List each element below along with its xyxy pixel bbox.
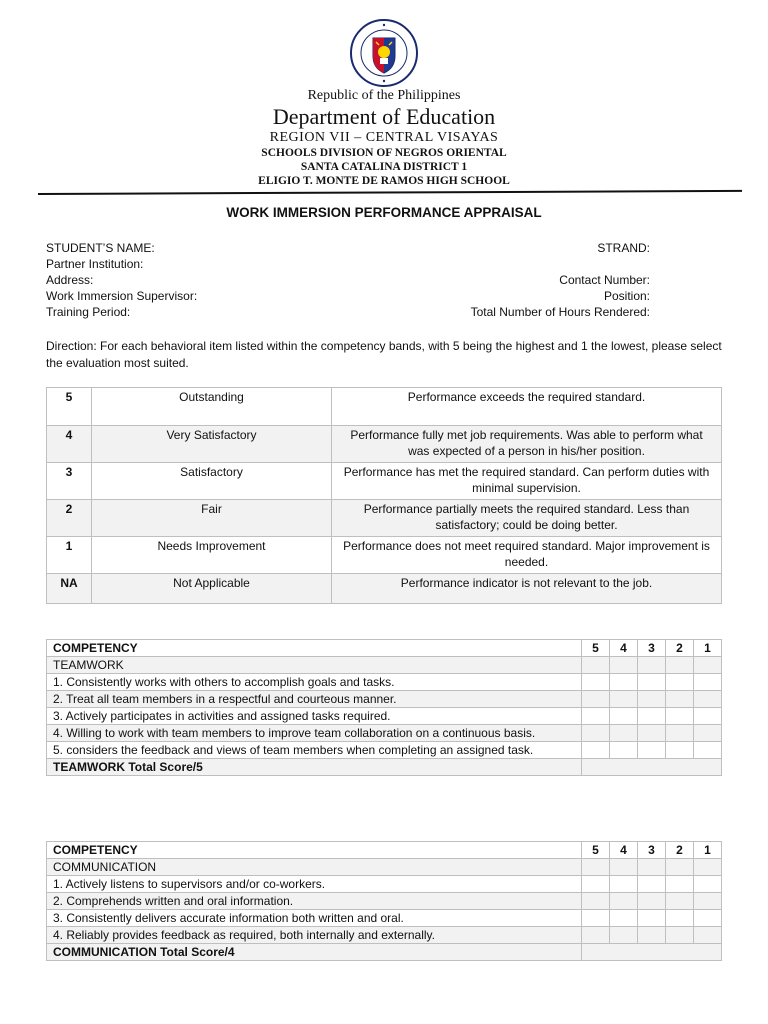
rating-level: Needs Improvement bbox=[92, 537, 332, 574]
rating-scale-table bbox=[46, 387, 722, 604]
score-cell[interactable] bbox=[582, 927, 610, 944]
rating-row bbox=[47, 426, 722, 463]
score-cell[interactable] bbox=[638, 657, 666, 674]
rating-level: Not Applicable bbox=[92, 574, 332, 604]
rating-row bbox=[47, 463, 722, 500]
competency-item: 3. Actively participates in activities and assigned tasks required. bbox=[47, 708, 582, 725]
competency-item-row bbox=[47, 691, 722, 708]
score-cell[interactable] bbox=[638, 742, 666, 759]
score-header: 1 bbox=[694, 842, 722, 859]
rating-description: Performance fully met job requirements. Was able to perform what was expected of a person in his/her position. bbox=[332, 426, 722, 463]
info-label: Contact Number: bbox=[559, 273, 650, 287]
competency-item-row bbox=[47, 742, 722, 759]
score-header: 3 bbox=[638, 640, 666, 657]
rating-row bbox=[47, 537, 722, 574]
score-cell[interactable] bbox=[582, 859, 610, 876]
info-label: STUDENT’S NAME: bbox=[46, 241, 155, 255]
division-label: SCHOOLS DIVISION OF NEGROS ORIENTAL bbox=[261, 147, 507, 159]
score-cell[interactable] bbox=[694, 859, 722, 876]
score-cell[interactable] bbox=[666, 691, 694, 708]
rating-description: Performance has met the required standard. Can perform duties with minimal supervision. bbox=[332, 463, 722, 500]
competency-item: 1. Consistently works with others to accomplish goals and tasks. bbox=[47, 674, 582, 691]
score-cell[interactable] bbox=[610, 876, 638, 893]
competency-item: 1. Actively listens to supervisors and/or co-workers. bbox=[47, 876, 582, 893]
score-header: 2 bbox=[666, 842, 694, 859]
direction-text: Direction: For each behavioral item listed within the competency bands, with 5 being the highest and 1 the lowest, please select the evaluation most suited. bbox=[46, 339, 722, 370]
score-cell[interactable] bbox=[666, 657, 694, 674]
score-cell[interactable] bbox=[610, 708, 638, 725]
rating-level: Fair bbox=[92, 500, 332, 537]
score-cell[interactable] bbox=[694, 876, 722, 893]
score-header: 2 bbox=[666, 640, 694, 657]
score-header: 5 bbox=[582, 640, 610, 657]
score-cell[interactable] bbox=[638, 674, 666, 691]
score-cell[interactable] bbox=[610, 893, 638, 910]
rating-level: Outstanding bbox=[92, 388, 332, 426]
score-cell[interactable] bbox=[666, 859, 694, 876]
rating-score: 4 bbox=[47, 426, 92, 463]
competency-header-row bbox=[47, 842, 722, 859]
competency-item-row bbox=[47, 893, 722, 910]
score-cell[interactable] bbox=[694, 708, 722, 725]
score-cell[interactable] bbox=[582, 657, 610, 674]
total-score-cell[interactable] bbox=[582, 759, 722, 776]
info-label: Training Period: bbox=[46, 305, 131, 319]
rating-level: Very Satisfactory bbox=[92, 426, 332, 463]
score-cell[interactable] bbox=[610, 657, 638, 674]
competency-item: 5. considers the feedback and views of team members when completing an assigned task. bbox=[47, 742, 582, 759]
competency-category: TEAMWORK bbox=[47, 657, 582, 674]
score-cell[interactable] bbox=[694, 657, 722, 674]
score-cell[interactable] bbox=[638, 725, 666, 742]
competency-item-row bbox=[47, 927, 722, 944]
communication-competency-table bbox=[46, 841, 722, 961]
rating-description: Performance indicator is not relevant to the job. bbox=[332, 574, 722, 604]
competency-item-row bbox=[47, 876, 722, 893]
competency-header-row bbox=[47, 640, 722, 657]
score-cell[interactable] bbox=[694, 742, 722, 759]
score-cell[interactable] bbox=[694, 674, 722, 691]
republic-label: Republic of the Philippines bbox=[307, 88, 461, 103]
competency-total-row bbox=[47, 944, 722, 961]
score-cell[interactable] bbox=[582, 876, 610, 893]
score-cell[interactable] bbox=[610, 742, 638, 759]
info-label-empty bbox=[471, 256, 650, 272]
document-title: WORK IMMERSION PERFORMANCE APPRAISAL bbox=[226, 205, 542, 220]
competency-item: 3. Consistently delivers accurate information both written and oral. bbox=[47, 910, 582, 927]
score-cell[interactable] bbox=[666, 742, 694, 759]
rating-level: Satisfactory bbox=[92, 463, 332, 500]
competency-item: 2. Comprehends written and oral information. bbox=[47, 893, 582, 910]
score-cell[interactable] bbox=[666, 927, 694, 944]
info-label: Position: bbox=[603, 289, 650, 303]
score-header: 5 bbox=[582, 842, 610, 859]
deped-seal-logo bbox=[349, 18, 419, 88]
score-cell[interactable] bbox=[666, 893, 694, 910]
region-label: REGION VII – CENTRAL VISAYAS bbox=[269, 130, 499, 145]
department-name: Department of Education bbox=[272, 104, 496, 129]
info-label: Work Immersion Supervisor: bbox=[46, 289, 198, 303]
competency-item-row bbox=[47, 708, 722, 725]
score-header: 4 bbox=[610, 842, 638, 859]
student-info-right bbox=[471, 240, 650, 320]
score-cell[interactable] bbox=[638, 927, 666, 944]
score-cell[interactable] bbox=[610, 927, 638, 944]
competency-total: COMMUNICATION Total Score/4 bbox=[47, 944, 582, 961]
competency-item-row bbox=[47, 725, 722, 742]
score-cell[interactable] bbox=[666, 708, 694, 725]
info-label: Total Number of Hours Rendered: bbox=[470, 305, 650, 319]
score-cell[interactable] bbox=[610, 910, 638, 927]
district-label: SANTA CATALINA DISTRICT 1 bbox=[300, 161, 468, 173]
score-cell[interactable] bbox=[582, 742, 610, 759]
competency-item: 2. Treat all team members in a respectful and courteous manner. bbox=[47, 691, 582, 708]
teamwork-competency-table bbox=[46, 639, 722, 776]
rating-description: Performance partially meets the required standard. Less than satisfactory; could be doing better. bbox=[332, 500, 722, 537]
competency-header: COMPETENCY bbox=[47, 842, 582, 859]
competency-header: COMPETENCY bbox=[47, 640, 582, 657]
score-cell[interactable] bbox=[582, 708, 610, 725]
score-cell[interactable] bbox=[638, 893, 666, 910]
score-header: 3 bbox=[638, 842, 666, 859]
score-cell[interactable] bbox=[610, 691, 638, 708]
competency-item: 4. Willing to work with team members to improve team collaboration on a continuous basis. bbox=[47, 725, 582, 742]
score-cell[interactable] bbox=[666, 725, 694, 742]
score-cell[interactable] bbox=[666, 674, 694, 691]
score-cell[interactable] bbox=[638, 876, 666, 893]
score-cell[interactable] bbox=[638, 691, 666, 708]
competency-category-row bbox=[47, 859, 722, 876]
score-cell[interactable] bbox=[694, 893, 722, 910]
score-cell[interactable] bbox=[610, 859, 638, 876]
rating-row bbox=[47, 500, 722, 537]
score-cell[interactable] bbox=[666, 910, 694, 927]
score-cell[interactable] bbox=[638, 708, 666, 725]
rating-score: 1 bbox=[47, 537, 92, 574]
score-cell[interactable] bbox=[582, 691, 610, 708]
score-cell[interactable] bbox=[694, 725, 722, 742]
score-cell[interactable] bbox=[638, 859, 666, 876]
score-cell[interactable] bbox=[694, 910, 722, 927]
score-cell[interactable] bbox=[610, 725, 638, 742]
rating-score: 3 bbox=[47, 463, 92, 500]
rating-description: Performance exceeds the required standard. bbox=[332, 388, 722, 426]
score-cell[interactable] bbox=[582, 893, 610, 910]
competency-category-row bbox=[47, 657, 722, 674]
info-label: STRAND: bbox=[597, 241, 650, 255]
score-header: 4 bbox=[610, 640, 638, 657]
score-cell[interactable] bbox=[582, 725, 610, 742]
competency-item-row bbox=[47, 674, 722, 691]
rating-score: NA bbox=[47, 574, 92, 604]
score-cell[interactable] bbox=[694, 927, 722, 944]
rating-row bbox=[47, 388, 722, 426]
rating-description: Performance does not meet required standard. Major improvement is needed. bbox=[332, 537, 722, 574]
header-divider bbox=[38, 190, 742, 195]
competency-item: 4. Reliably provides feedback as required, both internally and externally. bbox=[47, 927, 582, 944]
info-label: Partner Institution: bbox=[46, 257, 144, 271]
info-label: Address: bbox=[46, 273, 94, 287]
score-cell[interactable] bbox=[582, 674, 610, 691]
rating-score: 5 bbox=[47, 388, 92, 426]
score-header: 1 bbox=[694, 640, 722, 657]
competency-category: COMMUNICATION bbox=[47, 859, 582, 876]
score-cell[interactable] bbox=[610, 674, 638, 691]
student-info-left bbox=[46, 240, 197, 320]
school-name: ELIGIO T. MONTE DE RAMOS HIGH SCHOOL bbox=[258, 175, 510, 187]
score-cell[interactable] bbox=[694, 691, 722, 708]
score-cell[interactable] bbox=[666, 876, 694, 893]
rating-score: 2 bbox=[47, 500, 92, 537]
score-cell[interactable] bbox=[638, 910, 666, 927]
competency-total: TEAMWORK Total Score/5 bbox=[47, 759, 582, 776]
rating-row bbox=[47, 574, 722, 604]
competency-total-row bbox=[47, 759, 722, 776]
score-cell[interactable] bbox=[582, 910, 610, 927]
competency-item-row bbox=[47, 910, 722, 927]
total-score-cell[interactable] bbox=[582, 944, 722, 961]
